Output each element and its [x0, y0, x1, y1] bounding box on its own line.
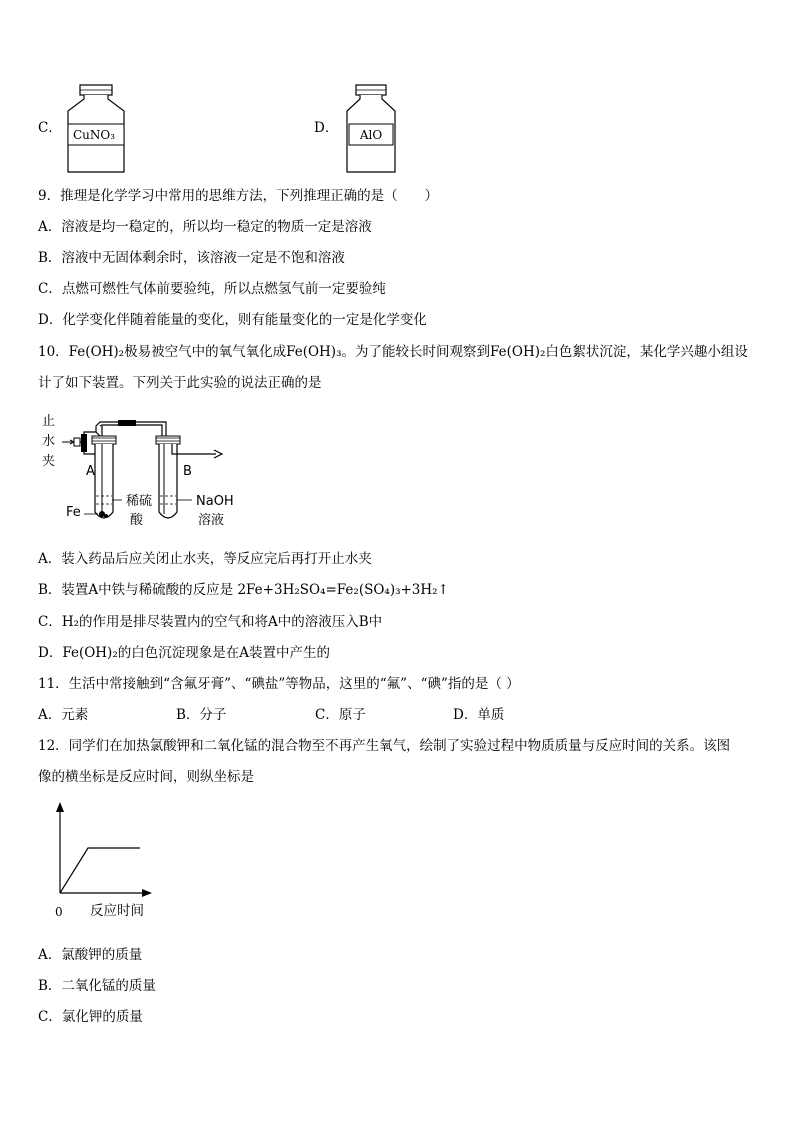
q12-mass-time-graph [50, 798, 160, 898]
q9-option-d: D．化学变化伴随着能量的变化，则有能量变化的一定是化学变化 [38, 312, 427, 328]
q8-option-d-label: D． [314, 120, 339, 136]
q11-option-b: B．分子 [176, 707, 227, 723]
y-axis-arrow [56, 802, 64, 812]
q9-option-b: B．溶液中无固体剩余时，该溶液一定是不饱和溶液 [38, 250, 345, 266]
fe-label: Fe [66, 505, 81, 520]
naoh-label-1: NaOH [196, 494, 234, 509]
q8-option-c-label: C． [38, 120, 62, 136]
graph-origin-label: 0 [55, 905, 63, 919]
q11-option-d: D．单质 [453, 707, 505, 723]
q9-option-a: A．溶液是均一稳定的，所以均一稳定的物质一定是溶液 [38, 219, 372, 235]
acid-label-2: 酸 [130, 513, 144, 528]
q9-option-c: C．点燃可燃性气体前要验纯，所以点燃氢气前一定要验纯 [38, 281, 386, 297]
bottle-d-label: AlO [359, 128, 383, 142]
tube-b-label: B [183, 464, 192, 479]
q10-option-c: C．H₂的作用是排尽装置内的空气和将A中的溶液压入B中 [38, 614, 383, 630]
q11-stem: 11．生活中常接触到“含氟牙膏”、“碘盐”等物品，这里的“氟”、“碘”指的是（ ） [38, 676, 520, 692]
q10-option-a: A．装入药品后应关闭止水夹，等反应完后再打开止水夹 [38, 551, 372, 567]
q12-stem-line2: 像的横坐标是反应时间，则纵坐标是 [38, 769, 254, 785]
q12-option-a: A．氯酸钾的质量 [38, 947, 143, 963]
q12-stem-line1: 12．同学们在加热氯酸钾和二氧化锰的混合物至不再产生氧气，绘制了实验过程中物质质量与反应时间的关系。该图 [38, 738, 731, 754]
graph-curve [60, 848, 140, 893]
x-axis-arrow [142, 889, 152, 897]
acid-label-1: 稀硫 [126, 494, 153, 509]
q11-option-a: A．元素 [38, 707, 89, 723]
naoh-label-2: 溶液 [198, 513, 225, 528]
q12-option-c: C．氯化钾的质量 [38, 1009, 143, 1025]
q12-option-b: B．二氧化锰的质量 [38, 978, 156, 994]
q10-stem-line2: 计了如下装置。下列关于此实验的说法正确的是 [38, 375, 322, 391]
q10-option-b: B．装置A中铁与稀硫酸的反应是 2Fe+3H₂SO₄=Fe₂(SO₄)₃+3H₂↑ [38, 582, 449, 598]
q10-option-d: D．Fe(OH)₂的白色沉淀现象是在A装置中产生的 [38, 645, 330, 661]
bottle-c-label: CuNO₃ [72, 128, 116, 142]
q10-stem-line1: 10．Fe(OH)₂极易被空气中的氧气氧化成Fe(OH)₃。为了能较长时间观察到Fe(OH)₂白色絮状沉淀，某化学兴趣小组设 [38, 344, 748, 360]
clamp-label-2: 水 [42, 434, 56, 449]
clamp-label-3: 夹 [42, 454, 56, 469]
tube-a-label: A [86, 464, 95, 479]
q11-option-c: C．原子 [315, 707, 366, 723]
graph-x-axis-label: 反应时间 [90, 903, 144, 919]
q9-stem: 9．推理是化学学习中常用的思维方法，下列推理正确的是（ ） [38, 188, 439, 204]
clamp-label-1: 止 [42, 414, 56, 429]
